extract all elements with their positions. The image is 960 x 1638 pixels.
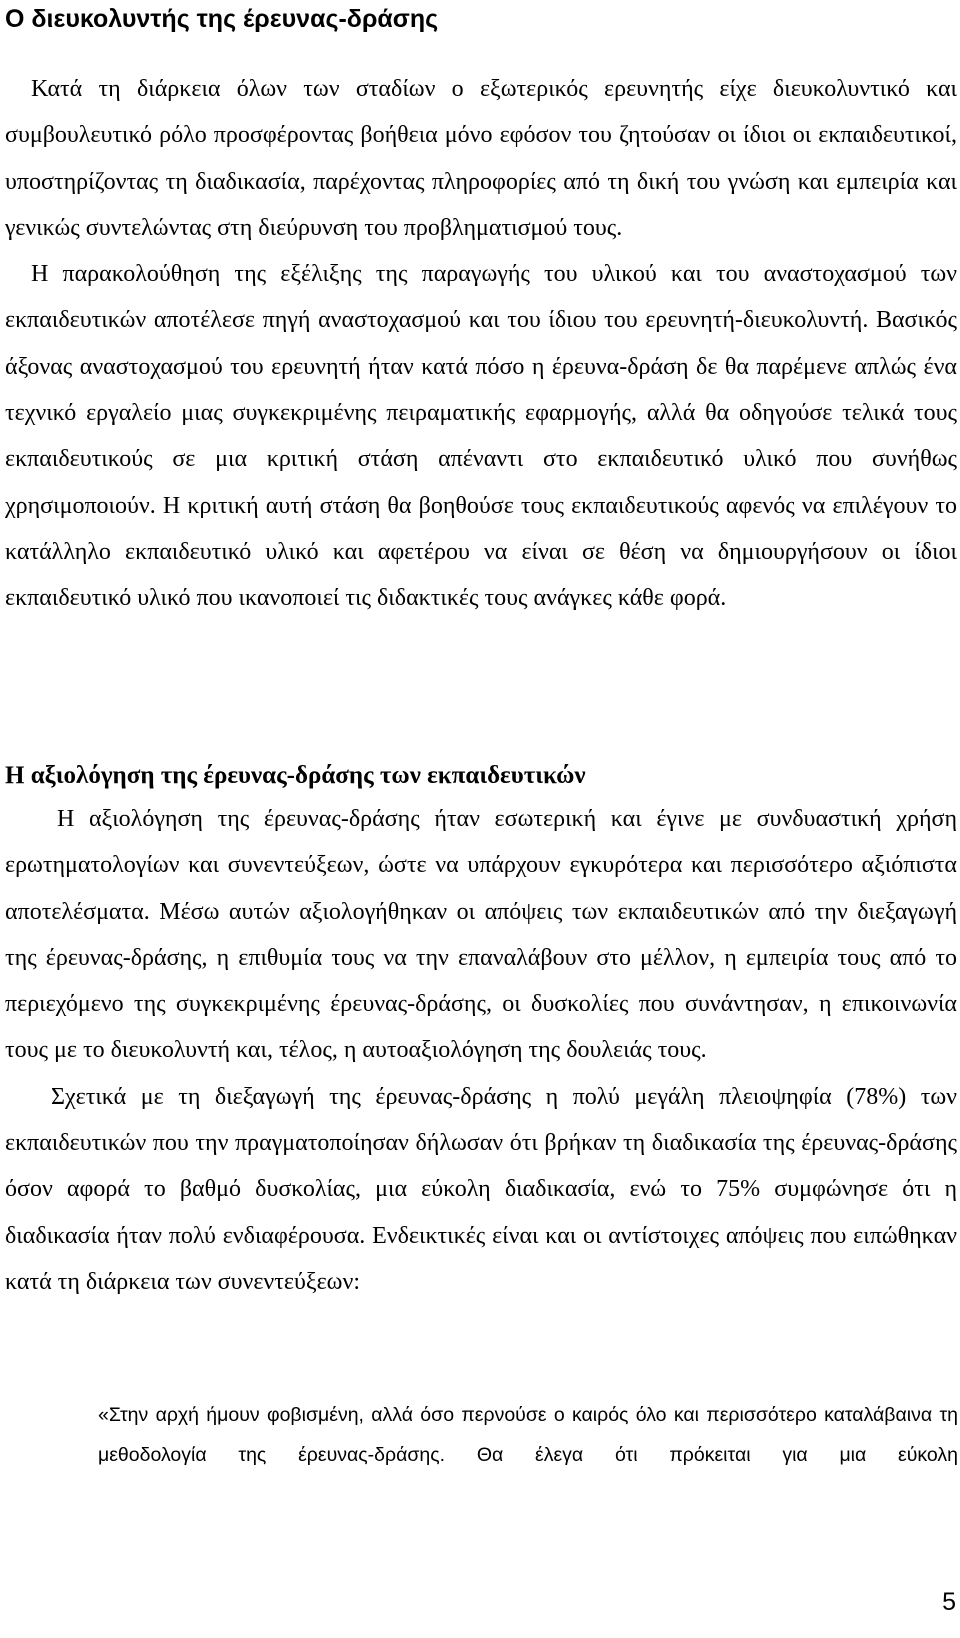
paragraph-researcher-reflection: Η παρακολούθηση της εξέλιξης της παραγωγής του υλικού και του αναστοχασμού των εκπαιδευτικών αποτέλεσε πηγή αναστοχασμού και του ίδιου του ερευνητή-διευκολυντή. Βασικός άξονας αναστοχασμού του ερευνητή ήταν κατά πόσο η έρευνα-δράση δε θα παρέμενε απλώς ένα τεχνικό εργαλείο μιας συγκεκριμένης πειραματικής εφαρμογής, αλλά θα οδηγούσε τελικά τους εκπαιδευτικούς σε μια κριτική στάση απέναντι στο εκπαιδευτικό υλικό που συνήθως χρησιμοποιούν. Η κριτική αυτή στάση θα βοηθούσε τους εκπαιδευτικούς αφενός να επιλέγουν το κατάλληλο εκπαιδευτικό υλικό και αφετέρου να είναι σε θέση να δημιουργήσουν οι ίδιοι εκπαιδευτικό υλικό που ικανοποιεί τις διδακτικές τους ανάγκες κάθε φορά. bbox=[5, 261, 957, 612]
section-heading-facilitator: Ο διευκολυντής της έρευνας-δράσης bbox=[5, 5, 439, 33]
section-heading-evaluation: Η αξιολόγηση της έρευνας-δράσης των εκπαιδευτικών bbox=[5, 762, 586, 789]
paragraph-evaluation-method: Η αξιολόγηση της έρευνας-δράσης ήταν εσωτερική και έγινε με συνδυαστική χρήση ερωτηματολογίων και συνεντεύξεων, ώστε να υπάρχουν εγκυρότερα και περισσότερο αξιόπιστα αποτελέσματα. Μέσω αυτών αξιολογήθηκαν οι απόψεις των εκπαιδευτικών από την διεξαγωγή της έρευνας-δράσης, η επιθυμία τους να την επαναλάβουν στο μέλλον, η εμπειρία τους από το περιεχόμενο της συγκεκριμένης έρευνας-δράσης, οι δυσκολίες που συνάντησαν, η επικοινωνία τους με το διευκολυντή και, τέλος, η αυτοαξιολόγηση της δουλειάς τους. bbox=[5, 806, 957, 1064]
paragraph-evaluation-results: Σχετικά με τη διεξαγωγή της έρευνας-δράσης η πολύ μεγάλη πλειοψηφία (78%) των εκπαιδευτικών που την πραγματοποίησαν δήλωσαν ότι βρήκαν τη διαδικασία της έρευνας-δράσης όσον αφορά το βαθμό δυσκολίας, μια εύκολη διαδικασία, ενώ το 75% συμφώνησε ότι η διαδικασία ήταν πολύ ενδιαφέρουσα. Ενδεικτικές είναι και οι αντίστοιχες απόψεις που ειπώθηκαν κατά τη διάρκεια των συνεντεύξεων: bbox=[5, 1083, 957, 1295]
interview-quote: «Στην αρχή ήμουν φοβισμένη, αλλά όσο περνούσε ο καιρός όλο και περισσότερο καταλάβαινα τη μεθοδολογία της έρευνας-δράσης. Θα έλεγα ότι πρόκειται για μια εύκολη bbox=[98, 1404, 958, 1466]
section-body-evaluation bbox=[5, 796, 957, 1305]
paragraph-facilitator-role: Κατά τη διάρκεια όλων των σταδίων ο εξωτερικός ερευνητής είχε διευκολυντικό και συμβουλευτικό ρόλο προσφέροντας βοήθεια μόνο εφόσον του ζητούσαν οι ίδιοι οι εκπαιδευτικοί, υποστηρίζοντας τη διαδικασία, παρέχοντας πληροφορίες από τη δική του γνώση και εμπειρία και γενικώς συντελώντας στη διεύρυνση του προβληματισμού τους. bbox=[5, 76, 957, 241]
page-number: 5 bbox=[942, 1588, 956, 1616]
section-body-facilitator bbox=[5, 66, 957, 622]
